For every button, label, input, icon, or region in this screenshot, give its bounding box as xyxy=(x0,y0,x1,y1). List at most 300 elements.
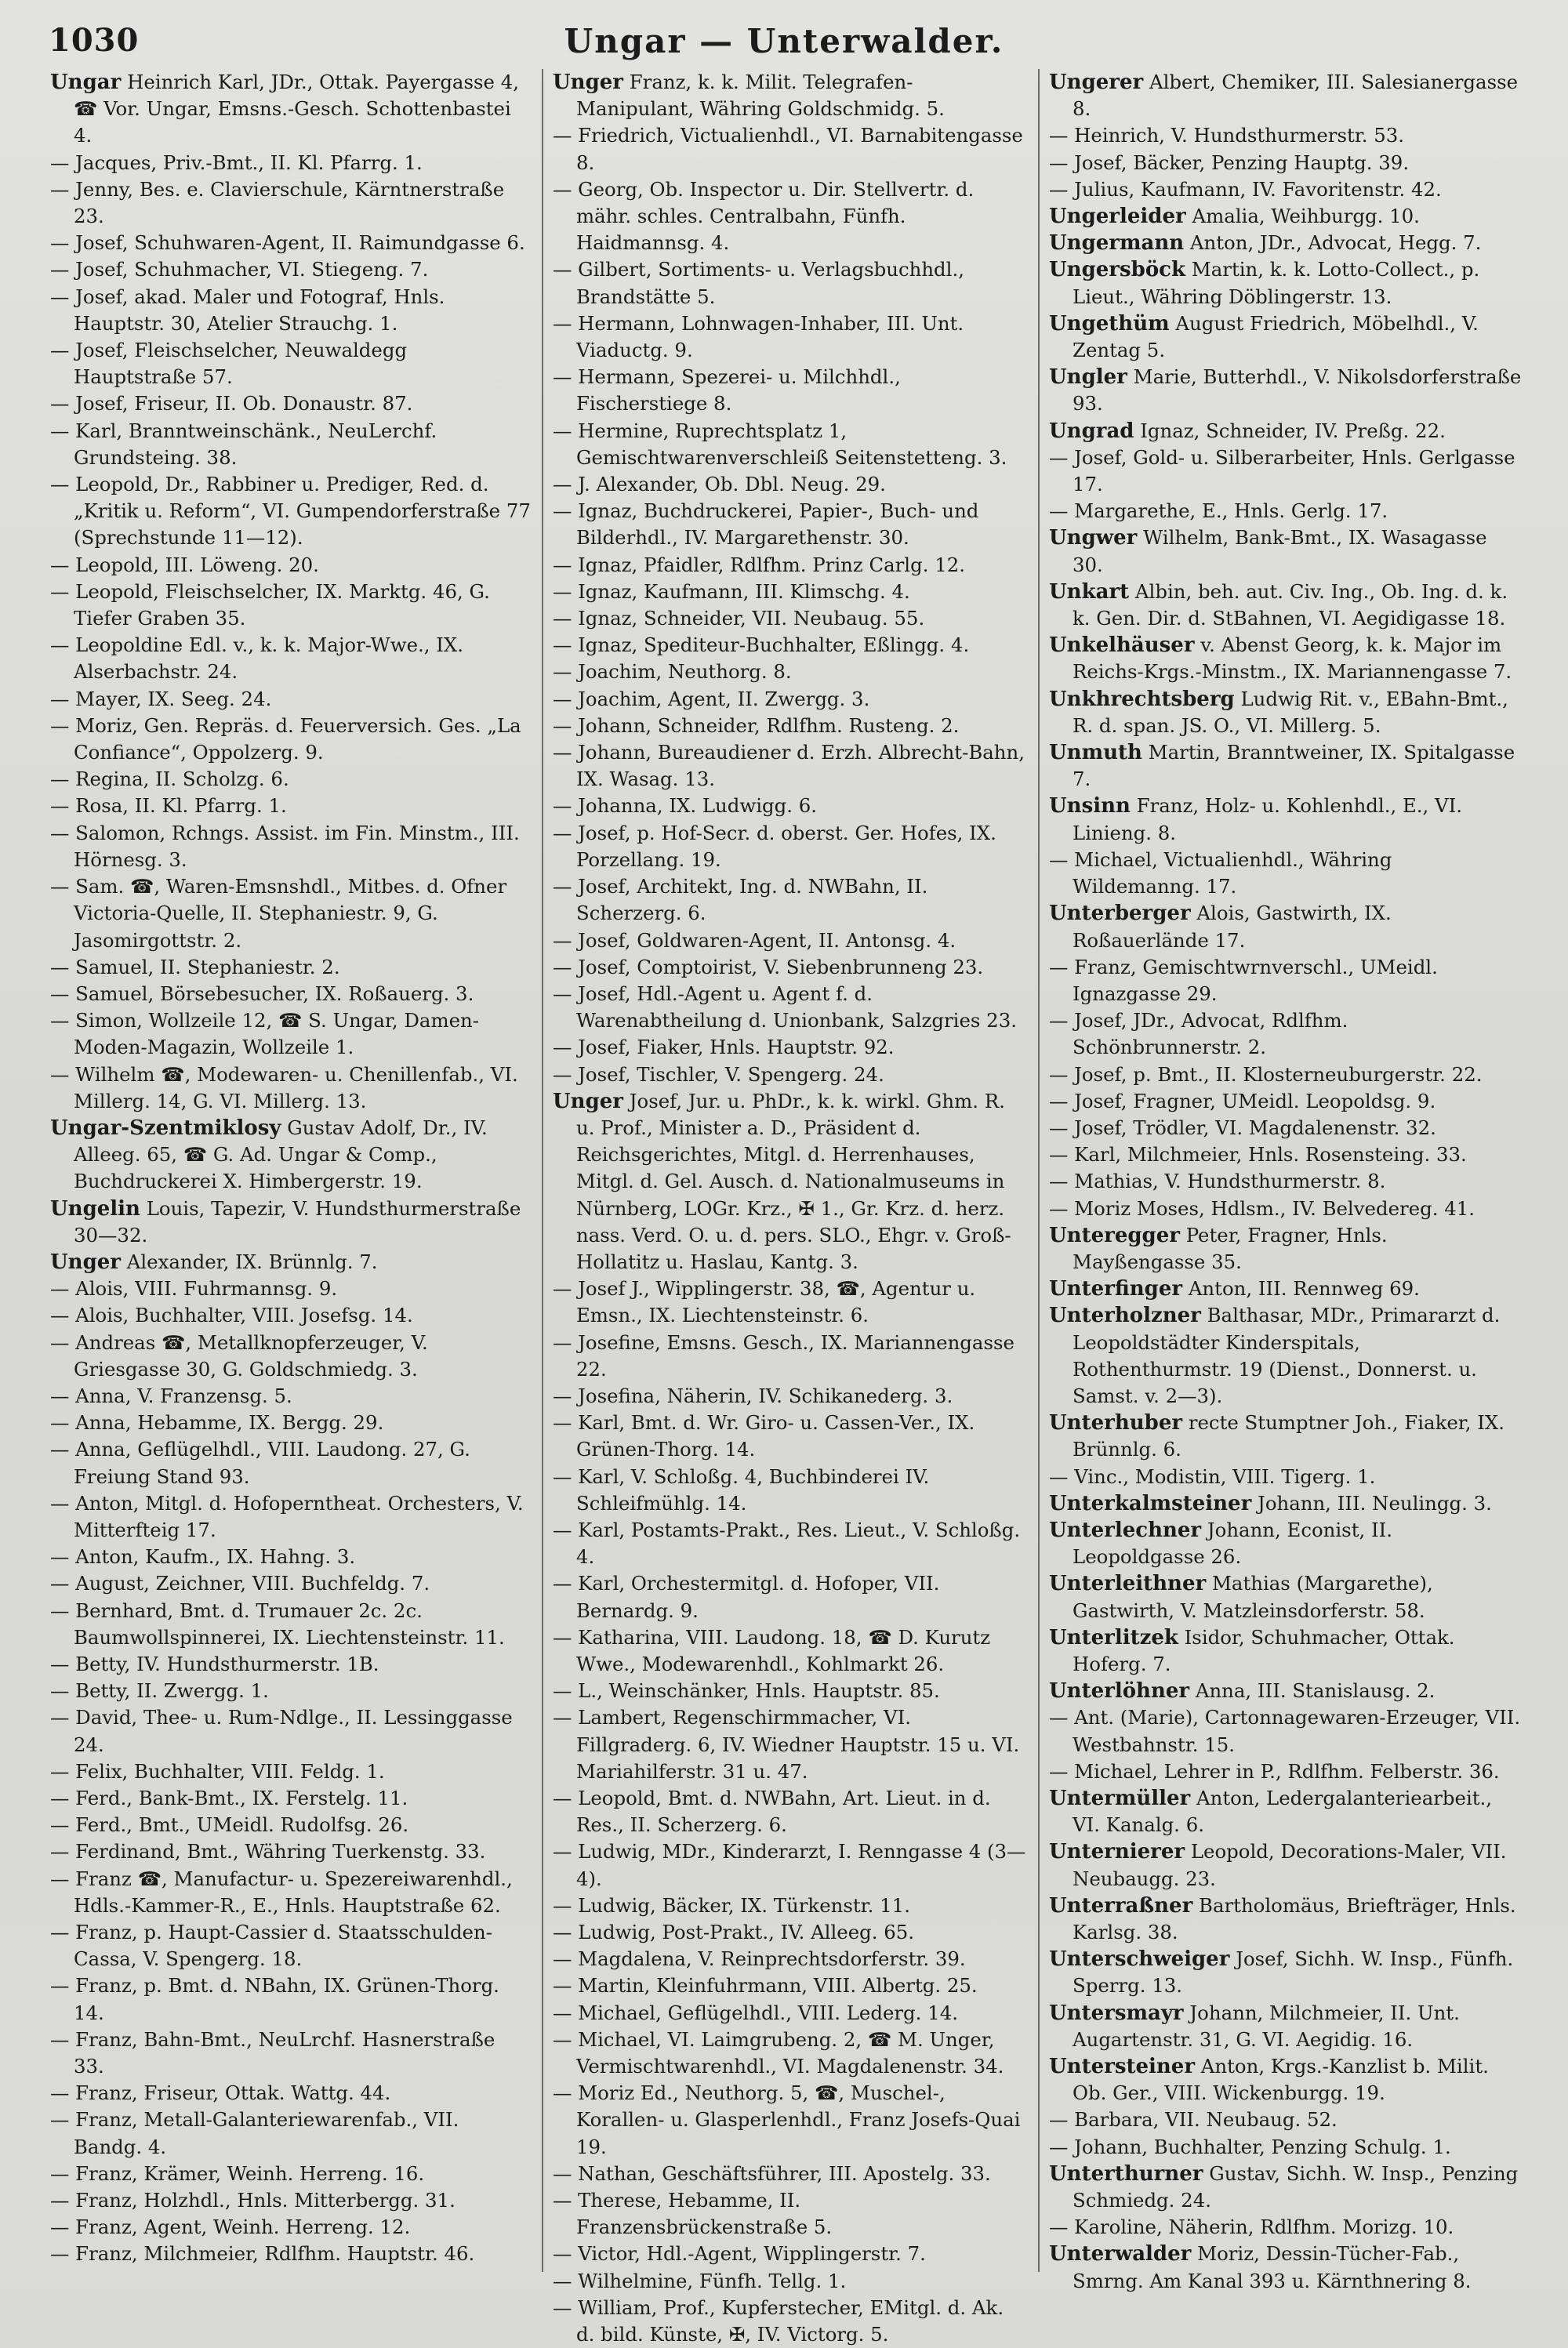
directory-entry xyxy=(1049,1517,1523,1570)
entry-text: — Betty, II. Zwergg. 1. xyxy=(50,1679,269,1703)
entry-text: — Alois, VIII. Fuhrmannsg. 9. xyxy=(50,1277,338,1301)
entry-text: Anton, Ledergalanteriearbeit., VI. Kanalg. 6. xyxy=(1073,1787,1493,1837)
entry-text: — Anton, Mitgl. d. Hofoperntheat. Orchesters, V. Mitterfteig 17. xyxy=(50,1491,524,1541)
entry-text: — Anton, Kaufm., IX. Hahng. 3. xyxy=(50,1545,356,1569)
entry-surname: Untersmayr xyxy=(1049,2001,1184,2025)
entry-text: — Josef, Bäcker, Penzing Hauptg. 39. xyxy=(1049,151,1410,174)
entry-text: recte Stumptner Joh., Fiaker, IX. Brünnlg. 6. xyxy=(1073,1411,1505,1461)
entry-surname: Unterlöhner xyxy=(1049,1679,1190,1704)
entry-text: — Leopold, Bmt. d. NWBahn, Art. Lieut. in d. Res., II. Scherzerg. 6. xyxy=(553,1787,991,1837)
entry-text: — Josef, Gold- u. Silberarbeiter, Hnls. Gerlgasse 17. xyxy=(1049,445,1515,496)
entry-text: — Sam. ☎, Waren-Emsnshdl., Mitbes. d. Ofner Victoria-Quelle, II. Stephaniestr. 9, G. Jasomirgottstr. 2. xyxy=(50,875,507,952)
directory-entry xyxy=(553,2268,1027,2295)
entry-text: — Josef, akad. Maler und Fotograf, Hnls. Hauptstr. 30, Atelier Strauchg. 1. xyxy=(50,285,445,335)
entry-text: — Franz, p. Haupt-Cassier d. Staatsschulden-Cassa, V. Spengerg. 18. xyxy=(50,1921,492,1971)
directory-entry xyxy=(1049,1464,1523,1490)
entry-text: — Hermann, Spezerei- u. Milchhdl., Fischerstiege 8. xyxy=(553,365,901,416)
directory-entry xyxy=(50,954,531,981)
directory-entry xyxy=(50,1704,531,1758)
directory-entry xyxy=(50,552,531,579)
directory-entry xyxy=(50,1785,531,1812)
directory-entry xyxy=(1049,1196,1523,1222)
entry-text: Ludwig Rit. v., EBahn-Bmt., R. d. span. JS. O., VI. Millerg. 5. xyxy=(1073,687,1508,737)
entry-text: — Jenny, Bes. e. Clavierschule, Kärntnerstraße 23. xyxy=(50,177,505,228)
column-middle xyxy=(542,69,1038,2346)
entry-text: — Johann, Schneider, Rdlfhm. Rusteng. 2. xyxy=(553,713,960,737)
entry-text: — Josef, Fleischselcher, Neuwaldegg Hauptstraße 57. xyxy=(50,339,408,389)
directory-entry xyxy=(1049,1893,1523,1946)
entry-surname: Ungermann xyxy=(1049,231,1185,256)
entry-text: — August, Zeichner, VIII. Buchfeldg. 7. xyxy=(50,1572,430,1595)
entry-text: Isidor, Schuhmacher, Ottak. Hoferg. 7. xyxy=(1073,1625,1455,1675)
entry-text: — Wilhelm ☎, Modewaren- u. Chenillenfab., VI. Millerg. 14, G. VI. Millerg. 13. xyxy=(50,1062,518,1112)
directory-entry xyxy=(50,150,531,176)
directory-entry xyxy=(50,176,531,230)
directory-entry xyxy=(50,1972,531,2026)
directory-entry xyxy=(1049,954,1523,1007)
entry-text: Wilhelm, Bank-Bmt., IX. Wasagasse 30. xyxy=(1073,526,1487,576)
entry-text: — Michael, VI. Laimgrubeng. 2, ☎ M. Unger, Vermischtwarenhdl., VI. Magdalenenstr. 34. xyxy=(553,2027,1004,2078)
entry-text: — Ludwig, Post-Prakt., IV. Alleeg. 65. xyxy=(553,1921,915,1944)
entry-surname: Unterthurner xyxy=(1049,2161,1203,2186)
entry-text: — Rosa, II. Kl. Pfarrg. 1. xyxy=(50,794,287,818)
entry-text: — Barbara, VII. Neubaug. 52. xyxy=(1049,2108,1338,2132)
directory-entry xyxy=(50,1919,531,1972)
entry-surname: Unteregger xyxy=(1049,1223,1180,1247)
directory-entry xyxy=(553,1410,1027,1463)
entry-text: — Karl, Milchmeier, Hnls. Rosensteing. 33. xyxy=(1049,1143,1467,1167)
entry-text: Louis, Tapezir, V. Hundsthurmerstraße 30—32. xyxy=(74,1196,521,1247)
directory-entry xyxy=(1049,498,1523,524)
entry-surname: Unterhuber xyxy=(1049,1411,1183,1435)
entry-text: — Alois, Buchhalter, VIII. Josefsg. 14. xyxy=(50,1304,413,1327)
directory-entry xyxy=(553,659,1027,685)
entry-text: — Bernhard, Bmt. d. Trumauer 2c. 2c. Baumwollspinnerei, IX. Liechtensteinstr. 11. xyxy=(50,1599,505,1649)
directory-entry xyxy=(1049,1276,1523,1302)
directory-entry xyxy=(1049,364,1523,417)
entry-text: — Hermann, Lohnwagen-Inhaber, III. Unt. Viaductg. 9. xyxy=(553,311,964,362)
directory-entry xyxy=(553,418,1027,471)
entry-text: — Ferd., Bmt., UMeidl. Rudolfsg. 26. xyxy=(50,1813,409,1837)
directory-entry xyxy=(1049,900,1523,953)
entry-text: — Karl, Bmt. d. Wr. Giro- u. Cassen-Ver., IX. Grünen-Thorg. 14. xyxy=(553,1411,975,1461)
entry-surname: Unterraßner xyxy=(1049,1893,1193,1918)
entry-text: — Ferdinand, Bmt., Währing Tuerkenstg. 33. xyxy=(50,1840,486,1864)
entry-text: — Franz, Agent, Weinh. Herreng. 12. xyxy=(50,2216,411,2239)
entry-text: — Samuel, II. Stephaniestr. 2. xyxy=(50,955,340,978)
directory-entry xyxy=(50,1115,531,1196)
entry-surname: Untermüller xyxy=(1049,1787,1191,1810)
directory-entry xyxy=(50,1061,531,1115)
directory-entry xyxy=(553,1704,1027,1785)
directory-entry xyxy=(50,1007,531,1061)
directory-entry xyxy=(1049,1624,1523,1678)
directory-entry xyxy=(1049,2000,1523,2053)
directory-entry xyxy=(553,1946,1027,1972)
entry-text: — Josefina, Näherin, IV. Schikanederg. 3. xyxy=(553,1384,953,1407)
directory-entry xyxy=(50,2187,531,2214)
directory-entry xyxy=(553,873,1027,927)
entry-text: — Josef, Goldwaren-Agent, II. Antonsg. 4. xyxy=(553,928,956,952)
directory-entry xyxy=(1049,1570,1523,1624)
directory-entry xyxy=(50,1490,531,1544)
directory-entry xyxy=(50,1598,531,1651)
entry-surname: Ungwer xyxy=(1049,526,1138,550)
entry-text: — Victor, Hdl.-Agent, Wipplingerstr. 7. xyxy=(553,2242,926,2266)
entry-text: — Josef, Schuhmacher, VI. Stiegeng. 7. xyxy=(50,258,429,281)
entry-text: — Franz ☎, Manufactur- u. Spezereiwarenhdl., Hdls.-Kammer-R., E., Hnls. Hauptstraße 62. xyxy=(50,1867,513,1917)
entry-surname: Ungethüm xyxy=(1049,311,1170,336)
entry-text: — Michael, Geflügelhdl., VIII. Lederg. 14. xyxy=(553,2001,958,2024)
entry-text: — Josef, Trödler, VI. Magdalenenstr. 32. xyxy=(1049,1116,1436,1139)
directory-entry xyxy=(50,1838,531,1865)
entry-surname: Unterholzner xyxy=(1049,1304,1201,1328)
directory-entry xyxy=(1049,524,1523,578)
directory-entry xyxy=(1049,1115,1523,1141)
entry-text: — Therese, Hebamme, II. Franzensbrückenstraße 5. xyxy=(553,2189,833,2239)
entry-text: — Josef, Hdl.-Agent u. Agent f. d. Warenabtheilung d. Unionbank, Salzgries 23. xyxy=(553,982,1017,1032)
directory-entry xyxy=(50,1330,531,1383)
directory-entry xyxy=(1049,632,1523,685)
entry-text: Alois, Gastwirth, IX. Roßauerlände 17. xyxy=(1073,902,1392,952)
directory-entry xyxy=(553,2161,1027,2187)
directory-entry xyxy=(553,1383,1027,1410)
directory-entry xyxy=(50,2214,531,2241)
directory-entry xyxy=(50,2027,531,2080)
directory-entry xyxy=(1049,1946,1523,1999)
entry-text: — Magdalena, V. Reinprechtsdorferstr. 39. xyxy=(553,1947,966,1971)
entry-text: — Franz, Friseur, Ottak. Wattg. 44. xyxy=(50,2081,391,2105)
entry-text: — Jacques, Priv.-Bmt., II. Kl. Pfarrg. 1. xyxy=(50,151,423,174)
entry-text: — David, Thee- u. Rum-Ndlge., II. Lessinggasse 24. xyxy=(50,1706,513,1756)
directory-entry xyxy=(50,632,531,685)
entry-surname: Unterlechner xyxy=(1049,1518,1202,1542)
directory-entry xyxy=(553,1893,1027,1919)
entry-surname: Unterberger xyxy=(1049,902,1191,926)
entry-text: — Franz, Bahn-Bmt., NeuLrchf. Hasnerstraße 33. xyxy=(50,2027,495,2078)
directory-entry xyxy=(553,364,1027,417)
entry-surname: Unmuth xyxy=(1049,741,1142,765)
directory-entry xyxy=(1049,69,1523,122)
entry-text: Heinrich Karl, JDr., Ottak. Payergasse 4, ☎ Vor. Ungar, Emsns.-Gesch. Schottenbastei 4. xyxy=(74,71,519,147)
directory-entry xyxy=(1049,1302,1523,1410)
directory-entry xyxy=(50,2107,531,2160)
page-number: 1030 xyxy=(49,22,140,59)
directory-entry xyxy=(553,686,1027,713)
entry-text: — Katharina, VIII. Laudong. 18, ☎ D. Kurutz Wwe., Modewarenhdl., Kohlmarkt 26. xyxy=(553,1625,991,1675)
directory-entry xyxy=(553,176,1027,257)
directory-entry xyxy=(1049,1410,1523,1463)
entry-text: Gustav, Sichh. W. Insp., Penzing Schmiedg. 24. xyxy=(1073,2161,1519,2212)
entry-surname: Ungler xyxy=(1049,365,1127,390)
directory-entry xyxy=(1049,1838,1523,1892)
entry-text: Leopold, Decorations-Maler, VII. Neubaugg. 23. xyxy=(1073,1840,1507,1890)
entry-text: — Franz, Metall-Galanteriewarenfab., VII. Bandg. 4. xyxy=(50,2108,459,2158)
entry-text: Anton, Krgs.-Kanzlist b. Milit. Ob. Ger., VIII. Wickenburgg. 19. xyxy=(1073,2055,1489,2105)
entry-text: — Josef, Schuhwaren-Agent, II. Raimundgasse 6. xyxy=(50,231,525,255)
entry-text: — Regina, II. Scholzg. 6. xyxy=(50,768,289,791)
entry-text: — Gilbert, Sortiments- u. Verlagsbuchhdl., Brandstätte 5. xyxy=(553,258,964,308)
directory-entry xyxy=(50,766,531,793)
directory-entry xyxy=(50,256,531,283)
entry-text: — Michael, Lehrer in P., Rdlfhm. Felberstr. 36. xyxy=(1049,1759,1500,1783)
directory-entry xyxy=(1049,847,1523,900)
entry-text: — Ignaz, Kaufmann, III. Klimschg. 4. xyxy=(553,579,910,603)
directory-entry xyxy=(50,69,531,150)
directory-entry xyxy=(1049,122,1523,149)
entry-text: — Josef J., Wipplingerstr. 38, ☎, Agentur u. Emsn., IX. Liechtensteinstr. 6. xyxy=(553,1277,976,1327)
directory-entry xyxy=(1049,1168,1523,1195)
entry-surname: Unsinn xyxy=(1049,794,1131,818)
entry-surname: Unkart xyxy=(1049,579,1130,604)
directory-entry xyxy=(553,69,1027,122)
entry-text: Albert, Chemiker, III. Salesianergasse 8. xyxy=(1073,71,1519,121)
directory-entry xyxy=(50,820,531,873)
entry-text: Anton, JDr., Advocat, Hegg. 7. xyxy=(1184,231,1482,255)
directory-entry xyxy=(553,2241,1027,2267)
entry-surname: Unterkalmsteiner xyxy=(1049,1491,1252,1515)
entry-text: Bartholomäus, Briefträger, Hnls. Karlsg. 38. xyxy=(1073,1893,1516,1944)
directory-entry xyxy=(50,1196,531,1249)
directory-entry xyxy=(50,1812,531,1838)
entry-text: — Nathan, Geschäftsführer, III. Apostelg. 33. xyxy=(553,2161,991,2185)
entry-surname: Unkelhäuser xyxy=(1049,633,1195,658)
entry-text: — Margarethe, E., Hnls. Gerlg. 17. xyxy=(1049,499,1388,523)
directory-entry xyxy=(553,256,1027,310)
entry-text: — Anna, Hebamme, IX. Bergg. 29. xyxy=(50,1411,384,1435)
directory-entry xyxy=(1049,1222,1523,1276)
page-header xyxy=(0,17,1568,64)
entry-text: — Ant. (Marie), Cartonnagewaren-Erzeuger, VII. Westbahnstr. 15. xyxy=(1049,1706,1521,1756)
directory-entry xyxy=(553,1276,1027,1329)
entry-text: — Johann, Buchhalter, Penzing Schulg. 1. xyxy=(1049,2135,1451,2158)
entry-text: — Josefine, Emsns. Gesch., IX. Mariannengasse 22. xyxy=(553,1330,1014,1381)
entry-text: — Josef, Tischler, V. Spengerg. 24. xyxy=(553,1062,884,1086)
directory-entry xyxy=(553,793,1027,819)
entry-text: — Andreas ☎, Metallknopferzeuger, V. Griesgasse 30, G. Goldschmiedg. 3. xyxy=(50,1330,428,1381)
entry-surname: Unger xyxy=(50,1250,121,1274)
entry-text: — Samuel, Börsebesucher, IX. Roßauerg. 3. xyxy=(50,982,474,1005)
directory-entry xyxy=(50,1383,531,1410)
entry-text: — Karl, V. Schloßg. 4, Buchbinderei IV. Schleifmühlg. 14. xyxy=(553,1464,930,1515)
entry-text: — Martin, Kleinfuhrmann, VIII. Albertg. 25. xyxy=(553,1974,978,1998)
entry-text: Ignaz, Schneider, IV. Preßg. 22. xyxy=(1134,419,1446,442)
entry-text: — Johanna, IX. Ludwigg. 6. xyxy=(553,794,818,818)
entry-text: — Karl, Orchestermitgl. d. Hofoper, VII. Bernardg. 9. xyxy=(553,1572,940,1622)
entry-text: August Friedrich, Möbelhdl., V. Zentag 5. xyxy=(1073,311,1479,362)
directory-entry xyxy=(1049,579,1523,632)
entry-text: Marie, Butterhdl., V. Nikolsdorferstraße 93. xyxy=(1073,365,1522,416)
directory-entry xyxy=(50,981,531,1007)
entry-text: — Karoline, Näherin, Rdlfhm. Morizg. 10. xyxy=(1049,2216,1454,2239)
entry-text: — Karl, Branntweinschänk., NeuLerchf. Grundsteing. 38. xyxy=(50,419,437,469)
directory-entry xyxy=(50,793,531,819)
directory-entry xyxy=(553,122,1027,176)
entry-surname: Unterschweiger xyxy=(1049,1947,1230,1972)
entry-text: — Josef, p. Hof-Secr. d. oberst. Ger. Hofes, IX. Porzellang. 19. xyxy=(553,821,996,871)
entry-text: — Josef, Fragner, UMeidl. Leopoldsg. 9. xyxy=(1049,1089,1436,1112)
column-right xyxy=(1038,69,1534,2292)
directory-entry xyxy=(553,552,1027,579)
directory-entry xyxy=(1049,686,1523,739)
directory-entry xyxy=(553,2027,1027,2080)
directory-entry xyxy=(1049,1678,1523,1704)
directory-entry xyxy=(553,2000,1027,2027)
directory-entry xyxy=(50,873,531,954)
directory-entry xyxy=(553,1678,1027,1704)
entry-text: Josef, Jur. u. PhDr., k. k. wirkl. Ghm. R. u. Prof., Minister a. D., Präsident d. Reichsgerichtes, Mitgl. d. Herrenhauses, Mitgl. d. Gel. Ausch. d. Nationalmuseums in Nürnberg, LOGr. Krz., ✠ 1., Gr. Krz. d. herz. nass. Verd. O. u. d. pers. SLO., Ehgr. v. Groß-Hollatitz u. Haslau, Kantg. 3. xyxy=(576,1089,1011,1273)
entry-text: — Ignaz, Pfaidler, Rdlfhm. Prinz Carlg. 12. xyxy=(553,553,966,576)
entry-text: — Josef, Architekt, Ing. d. NWBahn, II. Scherzerg. 6. xyxy=(553,875,928,925)
entry-surname: Unterwalder xyxy=(1049,2242,1192,2266)
entry-text: Josef, Sichh. W. Insp., Fünfh. Sperrg. 13. xyxy=(1073,1947,1514,1998)
entry-text: — Anna, V. Franzensg. 5. xyxy=(50,1384,292,1407)
entry-text: — Hermine, Ruprechtsplatz 1, Gemischtwarenverschleiß Seitenstetteng. 3. xyxy=(553,419,1007,469)
entry-surname: Unterlitzek xyxy=(1049,1625,1178,1649)
entry-surname: Ungerer xyxy=(1049,71,1144,94)
entry-text: — Josef, Comptoirist, V. Siebenbrunneng 23. xyxy=(553,955,984,978)
entry-text: — Franz, Milchmeier, Rdlfhm. Hauptstr. 46. xyxy=(50,2242,475,2266)
entry-surname: Ungerleider xyxy=(1049,205,1186,229)
directory-entry xyxy=(1049,1088,1523,1115)
directory-entry xyxy=(553,981,1027,1034)
directory-entry xyxy=(50,337,531,390)
entry-surname: Unger xyxy=(553,71,623,94)
directory-entry xyxy=(553,1330,1027,1383)
entry-text: — Betty, IV. Hundsthurmerstr. 1B. xyxy=(50,1652,379,1675)
directory-entry xyxy=(1049,445,1523,498)
entry-surname: Ungar-Szentmiklosy xyxy=(50,1116,281,1140)
entry-text: — Josef, Friseur, II. Ob. Donaustr. 87. xyxy=(50,392,413,416)
directory-entry xyxy=(50,1678,531,1704)
directory-entry xyxy=(553,1972,1027,1999)
entry-text: — Franz, Gemischtwrnverschl., UMeidl. Ignazgasse 29. xyxy=(1049,955,1438,1005)
entry-text: — Joachim, Agent, II. Zwergg. 3. xyxy=(553,687,870,710)
directory-entry xyxy=(50,284,531,337)
directory-entry xyxy=(1049,2241,1523,2294)
directory-entry xyxy=(1049,310,1523,364)
directory-entry xyxy=(1049,1758,1523,1785)
directory-entry xyxy=(50,1866,531,1919)
entry-text: — Ferd., Bank-Bmt., IX. Ferstelg. 11. xyxy=(50,1787,408,1809)
entry-text: Franz, Holz- u. Kohlenhdl., E., VI. Linieng. 8. xyxy=(1073,794,1463,844)
directory-entry xyxy=(50,686,531,713)
directory-entry xyxy=(553,2080,1027,2161)
directory-entry xyxy=(553,310,1027,364)
directory-entry xyxy=(1049,1061,1523,1088)
directory-entry xyxy=(553,1919,1027,1946)
directory-entry xyxy=(553,1061,1027,1088)
directory-entry xyxy=(1049,739,1523,793)
entry-text: Franz, k. k. Milit. Telegrafen-Manipulant, Währing Goldschmidg. 5. xyxy=(576,71,945,121)
entry-surname: Unternierer xyxy=(1049,1840,1185,1864)
entry-text: Anton, III. Rennweg 69. xyxy=(1182,1277,1420,1301)
entry-text: — Felix, Buchhalter, VIII. Feldg. 1. xyxy=(50,1759,385,1783)
entry-text: Balthasar, MDr., Primararzt d. Leopoldstädter Kinderspitals, Rothenthurmstr. 19 (Dienst., Donnerst. u. Samst. v. 2—3). xyxy=(1073,1304,1501,1407)
entry-text: Alexander, IX. Brünnlg. 7. xyxy=(121,1250,378,1273)
directory-entry xyxy=(50,230,531,256)
entry-text: Martin, k. k. Lotto-Collect., p. Lieut., Währing Döblingerstr. 13. xyxy=(1073,258,1480,308)
directory-entry xyxy=(50,1651,531,1678)
directory-entry xyxy=(553,1464,1027,1517)
entry-text: — Franz, Krämer, Weinh. Herreng. 16. xyxy=(50,2161,425,2185)
directory-entry xyxy=(1049,1141,1523,1168)
directory-entry xyxy=(553,605,1027,632)
directory-entry xyxy=(50,1302,531,1329)
entry-text: Albin, beh. aut. Civ. Ing., Ob. Ing. d. k. k. Gen. Dir. d. StBahnen, VI. Aegidigasse 18. xyxy=(1073,579,1508,630)
directory-entry xyxy=(1049,1007,1523,1061)
directory-entry xyxy=(553,1570,1027,1624)
entry-text: — Anna, Geflügelhdl., VIII. Laudong. 27, G. Freiung Stand 93. xyxy=(50,1438,470,1488)
entry-surname: Unkhrechtsberg xyxy=(1049,687,1235,711)
page-title: Ungar — Unterwalder. xyxy=(564,22,1004,60)
directory-entry xyxy=(1049,2053,1523,2107)
entry-text: — Ignaz, Spediteur-Buchhalter, Eßlingg. 4. xyxy=(553,633,970,657)
directory-entry xyxy=(50,1544,531,1570)
entry-surname: Ungrad xyxy=(1049,419,1134,443)
directory-entry xyxy=(553,954,1027,981)
directory-entry xyxy=(1049,256,1523,310)
directory-entry xyxy=(50,1570,531,1597)
directory-entry xyxy=(1049,793,1523,846)
entry-surname: Unger xyxy=(553,1089,623,1113)
entry-text: v. Abenst Georg, k. k. Major im Reichs-Krgs.-Minstm., IX. Mariannengasse 7. xyxy=(1073,633,1512,684)
entry-surname: Ungelin xyxy=(50,1196,140,1221)
directory-entry xyxy=(50,2161,531,2187)
entry-text: — Salomon, Rchngs. Assist. im Fin. Minstm., III. Hörnesg. 3. xyxy=(50,821,520,871)
entry-text: — Franz, p. Bmt. d. NBahn, IX. Grünen-Thorg. 14. xyxy=(50,1974,499,2024)
entry-text: — Michael, Victualienhdl., Währing Wildemanng. 17. xyxy=(1049,847,1392,898)
entry-text: — Josef, Fiaker, Hnls. Hauptstr. 92. xyxy=(553,1036,895,1059)
directory-entry xyxy=(50,2080,531,2107)
directory-entry xyxy=(50,2241,531,2267)
directory-entry xyxy=(553,2295,1027,2348)
entry-text: — Moriz Ed., Neuthorg. 5, ☎, Muschel-, Korallen- u. Glasperlenhdl., Franz Josefs-Quai 19. xyxy=(553,2081,1021,2158)
entry-surname: Unterleithner xyxy=(1049,1572,1207,1596)
entry-text: Mathias (Margarethe), Gastwirth, V. Matzleinsdorferstr. 58. xyxy=(1073,1572,1433,1622)
directory-entry xyxy=(50,390,531,417)
entry-text: — Joachim, Neuthorg. 8. xyxy=(553,660,792,684)
directory-entry xyxy=(1049,1785,1523,1838)
entry-text: — L., Weinschänker, Hnls. Hauptstr. 85. xyxy=(553,1679,940,1703)
entry-text: Johann, Econist, II. Leopoldgasse 26. xyxy=(1073,1518,1393,1569)
directory-entry xyxy=(50,1758,531,1785)
entry-text: — J. Alexander, Ob. Dbl. Neug. 29. xyxy=(553,473,886,496)
entry-text: — Mathias, V. Hundsthurmerstr. 8. xyxy=(1049,1170,1386,1193)
directory-entry xyxy=(553,1517,1027,1570)
entry-text: Amalia, Weihburgg. 10. xyxy=(1185,205,1420,228)
entry-text: Martin, Branntweiner, IX. Spitalgasse 7. xyxy=(1073,741,1515,791)
directory-entry xyxy=(50,1436,531,1490)
entry-text: Peter, Fragner, Hnls. Mayßengasse 35. xyxy=(1073,1223,1388,1273)
entry-text: — Josef, p. Bmt., II. Klosterneuburgerstr. 22. xyxy=(1049,1062,1483,1086)
directory-entry xyxy=(1049,2214,1523,2241)
entry-text: — Leopold, III. Löweng. 20. xyxy=(50,553,319,576)
directory-entry xyxy=(1049,2107,1523,2133)
entry-text: — Wilhelmine, Fünfh. Tellg. 1. xyxy=(553,2269,847,2292)
entry-text: — Leopoldine Edl. v., k. k. Major-Wwe., IX. Alserbachstr. 24. xyxy=(50,633,464,684)
directory-entry xyxy=(50,1276,531,1302)
directory-entry xyxy=(1049,418,1523,445)
directory-entry xyxy=(553,1034,1027,1061)
entry-text: — Lambert, Regenschirmmacher, VI. Fillgraderg. 6, IV. Wiedner Hauptstr. 15 u. VI. Mariahilferstr. 31 u. 47. xyxy=(553,1706,1020,1783)
entry-text: — Karl, Postamts-Prakt., Res. Lieut., V. Schloßg. 4. xyxy=(553,1518,1021,1569)
directory-entry xyxy=(50,579,531,632)
entry-text: — Franz, Holzhdl., Hnls. Mitterbergg. 31. xyxy=(50,2189,456,2212)
entry-text: — Leopold, Dr., Rabbiner u. Prediger, Red. d. „Kritik u. Reform“, VI. Gumpendorferstraße 77 (Sprechstunde 11—12). xyxy=(50,473,531,550)
entry-surname: Ungar xyxy=(50,71,122,94)
entry-text: — Johann, Bureaudiener d. Erzh. Albrecht-Bahn, IX. Wasag. 13. xyxy=(553,741,1025,791)
